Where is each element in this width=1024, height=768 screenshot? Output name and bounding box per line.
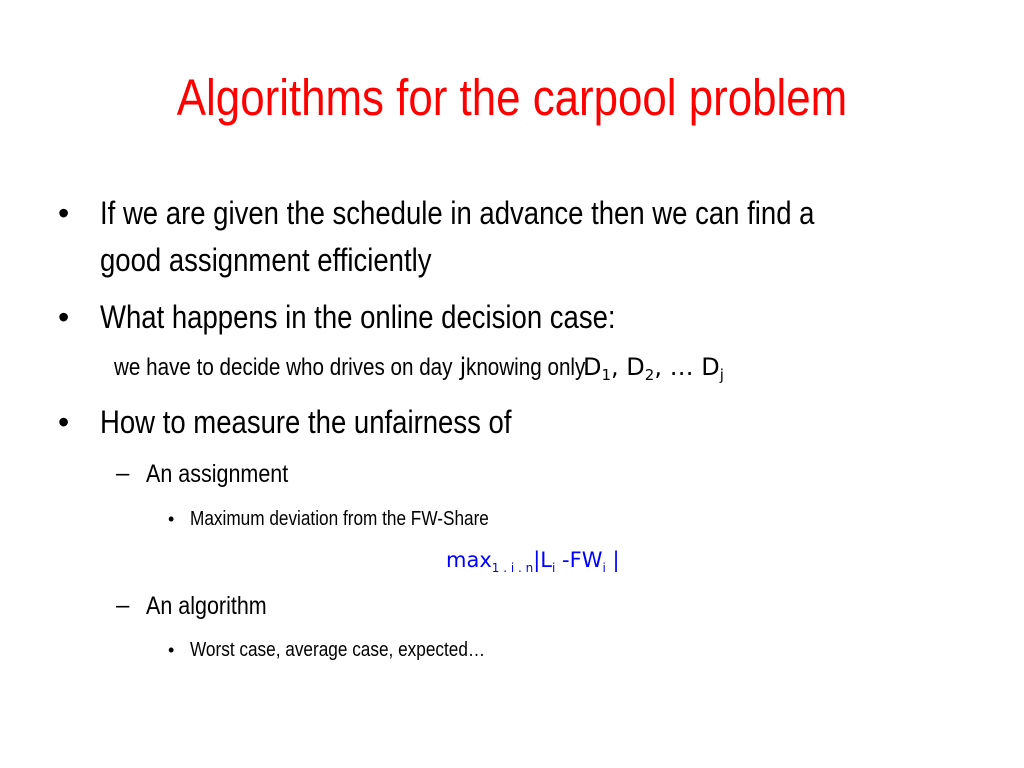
online-decision-note [114, 351, 724, 391]
bullet-1-line-1: If we are given the schedule in advance then we can find a [100, 195, 815, 231]
formula-max: max [446, 548, 492, 572]
note-mid: knowing only [466, 354, 586, 381]
bullet-2-text: What happens in the online decision case: [100, 299, 616, 335]
bullet-3-text: How to measure the unfairness of [100, 404, 512, 440]
bullet-marker-small: • [168, 509, 175, 529]
formula-max-range: 1 . i . n [491, 561, 534, 575]
sub-sub-item-max-deviation: Maximum deviation from the FW-Share [190, 508, 489, 530]
note-d-sequence [583, 353, 724, 384]
d-ellipsis: , … [654, 353, 702, 381]
dj-subscript: j [719, 366, 724, 384]
dash-marker: – [116, 592, 130, 619]
note-day-variable: j [459, 353, 467, 381]
d1-symbol: D [583, 353, 602, 381]
d1-subscript: 1 [601, 366, 612, 384]
bullet-marker: • [58, 299, 70, 335]
d2-symbol: D [626, 353, 645, 381]
dash-marker: – [116, 460, 130, 487]
d2-subscript: 2 [644, 366, 655, 384]
bullet-1-line-2: good assignment efficiently [100, 242, 432, 278]
formula-fw-index: i [602, 561, 606, 575]
slide-title: Algorithms for the carpool problem [176, 69, 848, 126]
sub-item-algorithm: An algorithm [146, 592, 267, 620]
formula-l-index: i [552, 561, 556, 575]
bullet-marker: • [58, 404, 70, 440]
formula-abs-close: | [605, 548, 620, 572]
sub-item-assignment: An assignment [146, 460, 289, 488]
bullet-marker: • [58, 195, 70, 231]
d-separator: , [611, 353, 627, 381]
bullet-marker-small: • [168, 640, 175, 660]
dj-symbol: D [701, 353, 720, 381]
sub-sub-item-cases: Worst case, average case, expected… [190, 639, 486, 661]
formula-minus-fw: -FW [555, 548, 603, 572]
unfairness-formula [446, 546, 620, 582]
note-prefix: we have to decide who drives on day [114, 354, 453, 381]
formula-abs-open: |L [533, 548, 553, 572]
